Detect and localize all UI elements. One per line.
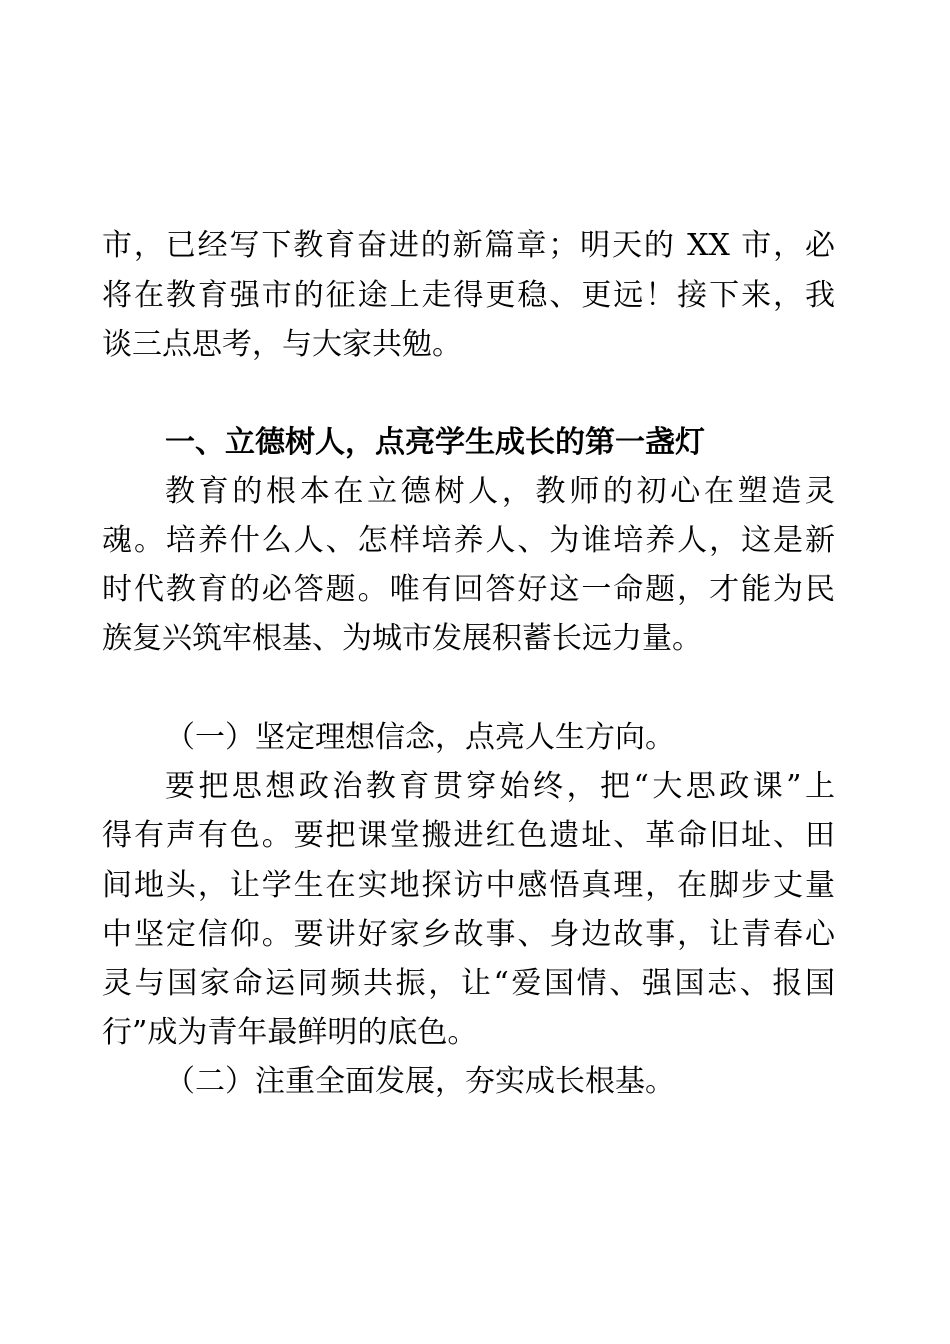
subsection-2-heading: （二）注重全面发展，夯实成长根基。 — [165, 1064, 675, 1099]
subsection-1-paragraph-line-1: 要把思想政治教育贯穿始终，把“大思政课”上 — [165, 769, 835, 804]
section-1-paragraph-line-2: 魂。培养什么人、怎样培养人、为谁培养人，这是新 — [102, 523, 835, 558]
subsection-1-paragraph-line-4: 中坚定信仰。要讲好家乡故事、身边故事，让青春心 — [102, 917, 835, 952]
subsection-1-heading: （一）坚定理想信念，点亮人生方向。 — [165, 720, 675, 755]
subsection-1-paragraph-line-6: 行”成为青年最鲜明的底色。 — [102, 1015, 478, 1050]
subsection-1-paragraph-line-2: 得有声有色。要把课堂搬进红色遗址、革命旧址、田 — [102, 818, 835, 853]
subsection-1-paragraph-line-3: 间地头，让学生在实地探访中感悟真理，在脚步丈量 — [102, 868, 835, 903]
intro-line-3: 谈三点思考，与大家共勉。 — [102, 327, 462, 362]
section-1-paragraph-line-1: 教育的根本在立德树人，教师的初心在塑造灵 — [165, 474, 835, 509]
section-1-paragraph-line-4: 族复兴筑牢根基、为城市发展积蓄长远力量。 — [102, 621, 702, 656]
section-1-heading: 一、立德树人，点亮学生成长的第一盏灯 — [165, 425, 705, 460]
subsection-1-paragraph-line-5: 灵与国家命运同频共振，让“爱国情、强国志、报国 — [102, 966, 835, 1001]
section-1-paragraph-line-3: 时代教育的必答题。唯有回答好这一命题，才能为民 — [102, 572, 835, 607]
intro-line-2: 将在教育强市的征途上走得更稳、更远！接下来，我 — [102, 278, 835, 313]
intro-line-1: 市，已经写下教育奋进的新篇章；明天的 XX 市，必 — [102, 228, 835, 263]
